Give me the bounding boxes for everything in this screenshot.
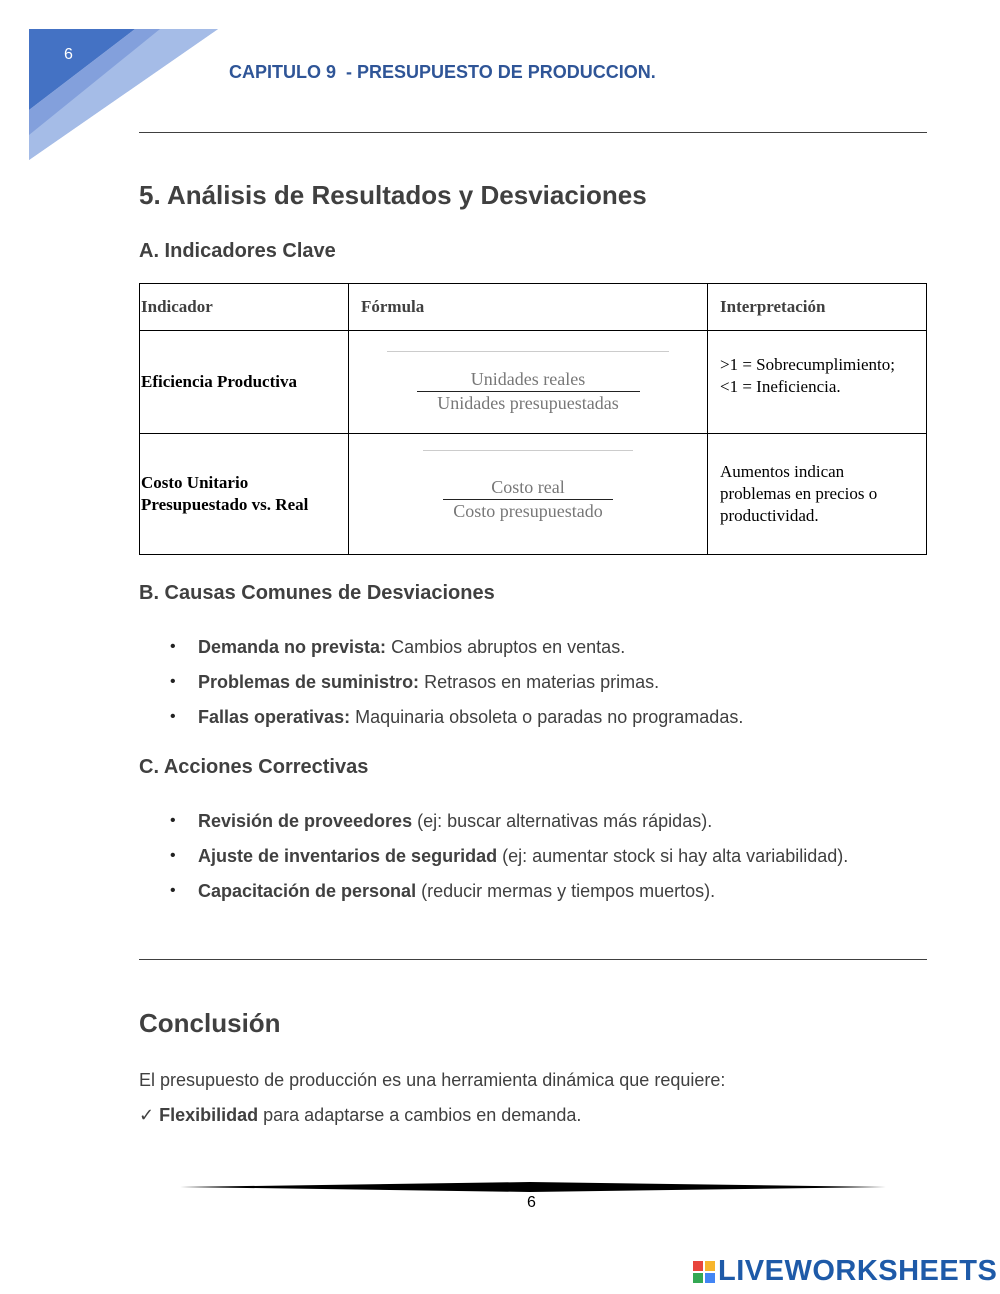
list-item [170, 845, 849, 880]
formula-fraction [349, 450, 707, 538]
interpretation-cell [708, 434, 927, 555]
bullet-icon: • [170, 882, 176, 899]
check-icon: ✓ [139, 1105, 155, 1125]
list-item [170, 706, 744, 741]
section-title: 5. Análisis de Resultados y Desviaciones [139, 180, 647, 210]
subsection-b-title: B. Causas Comunes de Desviaciones [139, 582, 495, 604]
footer-page-number: 6 [527, 1194, 536, 1211]
item-bold: Problemas de suministro: [198, 672, 420, 692]
item-text: Cambios abruptos en ventas. [386, 637, 626, 657]
footer-divider [180, 1180, 886, 1194]
item-text: para adaptarse a cambios en demanda. [258, 1105, 582, 1125]
item-bold: Ajuste de inventarios de seguridad [198, 846, 498, 866]
item-bold: Demanda no prevista: [198, 637, 387, 657]
conclusion-intro: El presupuesto de producción es una herramienta dinámica que requiere: [139, 1070, 726, 1090]
divider-middle [139, 959, 927, 960]
bullet-icon: • [170, 847, 176, 864]
formula-numerator: Costo real [443, 477, 613, 500]
item-bold: Flexibilidad [159, 1105, 259, 1125]
indicator-cell [140, 434, 349, 555]
list-item [170, 636, 743, 671]
formula-denominator: Costo presupuestado [453, 501, 603, 521]
subsection-c-title: C. Acciones Correctivas [139, 756, 369, 778]
table-row [140, 434, 927, 555]
formula-numerator: Unidades reales [417, 369, 640, 392]
item-text: Maquinaria obsoleta o paradas no programadas. [350, 707, 744, 727]
interpretation-line: >1 = Sobrecumplimiento; [720, 355, 895, 374]
item-text: (ej: aumentar stock si hay alta variabilidad). [497, 846, 849, 866]
table-row [140, 331, 927, 434]
interpretation-line: problemas en precios o [720, 484, 878, 503]
conclusion-title: Conclusión [139, 1008, 281, 1038]
bullet-icon: • [170, 708, 176, 725]
formula-fraction [349, 351, 707, 414]
liveworksheets-logo[interactable] [693, 1255, 997, 1288]
subsection-a-title: A. Indicadores Clave [139, 240, 336, 262]
header-interpretacion: Interpretación [708, 284, 927, 331]
indicator-cell: Eficiencia Productiva [140, 331, 349, 434]
item-text: (reducir mermas y tiempos muertos). [416, 881, 716, 901]
bullet-icon: • [170, 673, 176, 690]
interpretation-line: <1 = Ineficiencia. [720, 377, 841, 396]
interpretation-line: productividad. [720, 506, 819, 525]
actions-list [170, 810, 849, 915]
formula-denominator: Unidades presupuestadas [437, 392, 619, 413]
bullet-icon: • [170, 638, 176, 655]
item-bold: Revisión de proveedores [198, 811, 413, 831]
brand-name: LIVEWORKSHEETS [718, 1255, 998, 1287]
chapter-title: CAPITULO 9 - PRESUPUESTO DE PRODUCCION. [229, 62, 656, 82]
indicator-line: Presupuestado vs. Real [141, 495, 309, 514]
interpretation-line: Aumentos indican [720, 462, 845, 481]
interpretation-cell [708, 331, 927, 434]
indicator-line: Costo Unitario [141, 473, 249, 492]
header-formula: Fórmula [349, 284, 708, 331]
item-bold: Capacitación de personal [198, 881, 417, 901]
item-text: Retrasos en materias primas. [419, 672, 660, 692]
causes-list [170, 636, 744, 741]
list-item [170, 671, 743, 706]
header-page-number: 6 [64, 46, 73, 63]
conclusion-item [139, 1105, 581, 1126]
corner-decoration [0, 0, 220, 165]
list-item [170, 880, 848, 915]
item-bold: Fallas operativas: [198, 707, 351, 727]
formula-cell [349, 331, 708, 434]
logo-icon [693, 1261, 715, 1283]
item-text: (ej: buscar alternativas más rápidas). [412, 811, 713, 831]
indicators-table [139, 283, 927, 555]
divider-top [139, 132, 927, 133]
formula-cell [349, 434, 708, 555]
list-item [170, 810, 848, 845]
bullet-icon: • [170, 812, 176, 829]
header-indicador: Indicador [140, 284, 349, 331]
table-header-row [140, 284, 927, 331]
